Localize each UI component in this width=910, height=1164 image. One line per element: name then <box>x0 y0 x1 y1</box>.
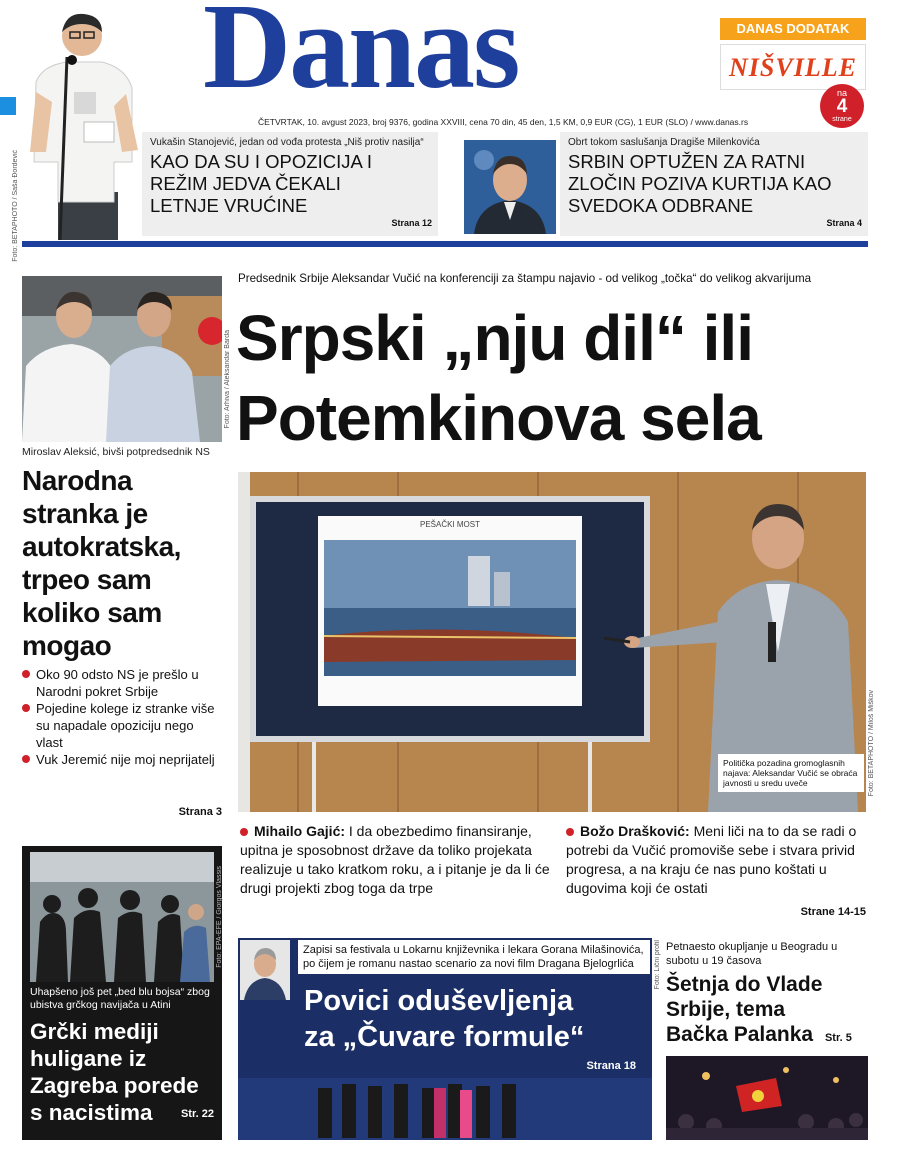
list-item: Vuk Jeremić nije moj neprijatelj <box>22 751 222 768</box>
left-headline-5: koliko sam <box>22 597 162 628</box>
top-right-headline-1: SRBIN OPTUŽEN ZA RATNI <box>568 151 806 172</box>
screen-title: PEŠAČKI MOST <box>419 520 480 529</box>
badge-number: 4 <box>836 96 848 117</box>
bottom-right-headline-3: Bačka Palanka <box>666 1023 814 1046</box>
quote-bullet-icon <box>240 828 248 836</box>
top-right-headline-2: ZLOČIN POZIVA KURTIJA KAO <box>568 173 832 194</box>
left-kicker: Miroslav Aleksić, bivši potpredsednik NS <box>22 446 210 458</box>
left-headline-6: mogao <box>22 630 112 661</box>
top-right-story[interactable] <box>560 132 868 236</box>
bottom-center-page: Strana 18 <box>586 1060 636 1072</box>
quote-bullet-icon <box>566 828 574 836</box>
top-right-page: Strana 4 <box>826 218 862 228</box>
main-photo <box>238 472 866 812</box>
bottom-left-headline-2: huligane iz <box>30 1046 147 1071</box>
bottom-center-photo-credit: Foto: Lični profil <box>654 940 661 990</box>
quote-draskovic[interactable] <box>566 822 866 898</box>
main-kicker: Predsednik Srbije Aleksandar Vučić na konferenciji za štampu najavio - od velikog „točka“ do velikog akvarijuma <box>238 272 812 285</box>
arrest-photo-credit: Foto: EPA-EFE / Giorgos Vlassis <box>216 866 223 968</box>
list-item: Pojedine kolege iz stranke više su napadale opoziciju nego vlast <box>22 700 222 751</box>
bottom-left-kicker: Uhapšeno još pet „bed blu bojsa“ zbog ubistva grčkog navijača u Atini <box>30 986 210 1011</box>
left-headline-3: autokratska, <box>22 531 181 562</box>
bottom-center-story[interactable] <box>238 938 652 1140</box>
pages-badge <box>820 84 864 128</box>
left-story[interactable] <box>22 446 222 826</box>
supplement-label[interactable]: DANAS DODATAK <box>720 18 866 40</box>
top-left-headline-1: KAO DA SU I OPOZICIJA I <box>150 151 373 172</box>
masthead-photo-credit: Foto: BETAPHOTO / Saša Đordević <box>12 150 19 262</box>
aleksic-photo <box>22 276 222 442</box>
masthead-speaker-photo <box>22 2 142 240</box>
bottom-right-headline <box>666 972 868 1051</box>
quote-right-text: Meni liči na to da se radi o potrebi da Vučić promoviše sebe i stvara privid progresa, a na kraju će nas puno koštati u dugovima koji će ostati <box>566 823 857 896</box>
top-left-kicker: Vukašin Stanojević, jedan od vođa protesta „Niš protiv nasilja“ <box>150 137 424 148</box>
main-headline-1[interactable]: Srpski „nju dil“ ili <box>236 302 753 374</box>
left-headline <box>22 464 222 662</box>
quote-left-text: I da obezbedimo finansiranje, upitna je sposobnost države da toliko projekata realizuje u tako kratkom roku, a i pitanje je da li će drugi projekti zbog toga da trpe <box>240 823 550 896</box>
masthead-rule <box>22 241 868 247</box>
quote-right-name: Božo Drašković: <box>580 823 690 839</box>
left-headline-1: Narodna <box>22 465 133 496</box>
badge-top: na <box>836 88 847 98</box>
protest-photo <box>666 1056 868 1140</box>
milasinovic-photo <box>240 940 290 1000</box>
bottom-center-kicker: Zapisi sa festivala u Lokarnu književnika i lekara Gorana Milašinovića, po čijem je romanu nastao scenario za novi film Dragana Bjelogrlića <box>298 940 650 974</box>
bottom-left-story[interactable] <box>22 846 222 1140</box>
left-headline-2: stranka je <box>22 498 148 529</box>
top-right-headline-3: SVEDOKA ODBRANE <box>568 195 754 216</box>
bottom-left-headline-3: Zagreba porede <box>30 1073 199 1098</box>
top-left-headline-3: LETNJE VRUĆINE <box>150 195 308 216</box>
main-photo-caption: Politička pozadina gromoglasnih najava: Aleksandar Vučić se obraća javnosti u sredu uveče <box>718 754 864 792</box>
bottom-right-headline-1: Šetnja do Vlade <box>666 973 823 996</box>
left-headline-4: trpeo sam <box>22 564 152 595</box>
top-left-story[interactable] <box>142 132 438 236</box>
bottom-left-page: Str. 22 <box>180 1108 214 1120</box>
arrest-photo <box>30 852 214 982</box>
masthead-logo[interactable]: Danas <box>203 0 519 114</box>
left-bullets <box>22 666 222 768</box>
bottom-right-story[interactable] <box>666 940 868 1140</box>
quote-gajic[interactable] <box>240 822 560 898</box>
bottom-center-headline-2: za „Čuvare formule“ <box>304 1021 585 1053</box>
main-headline-2[interactable]: Potemkinova sela <box>236 382 761 454</box>
edge-marker <box>0 97 16 115</box>
issue-line: ČETVRTAK, 10. avgust 2023, broj 9376, godina XXVIII, cena 70 din, 45 den, 1,5 KM, 0,9 EUR (CG), 1 EUR (SLO) / www.danas.rs <box>258 117 749 127</box>
bottom-left-headline-1: Grčki mediji <box>30 1019 159 1044</box>
supplement-name[interactable]: NIŠVILLE <box>720 44 866 90</box>
list-item: Oko 90 odsto NS je prešlo u Narodni pokret Srbije <box>22 666 222 700</box>
aleksic-photo-credit: Foto: Arhiva / Aleksandar Barda <box>224 330 231 429</box>
bottom-right-page: Str. 5 <box>824 1032 852 1044</box>
bottom-left-headline-4: s nacistima <box>30 1100 153 1125</box>
left-page: Strana 3 <box>178 806 222 818</box>
main-story-page: Strane 14-15 <box>800 906 866 918</box>
top-left-headline-2: REŽIM JEDVA ČEKALI <box>150 173 341 194</box>
badge-bottom: strane <box>832 116 852 123</box>
bottom-right-headline-2: Srbije, tema <box>666 998 786 1021</box>
quote-left-name: Mihailo Gajić: <box>254 823 346 839</box>
top-right-kicker: Obrt tokom saslušanja Dragiše Milenkovića <box>568 137 760 148</box>
main-photo-credit: Foto: BETAPHOTO / Miloš Miškov <box>868 690 875 797</box>
top-left-page: Strana 12 <box>391 218 432 228</box>
bottom-right-kicker: Petnaesto okupljanje u Beogradu u subotu u 19 časova <box>666 941 838 967</box>
bottom-center-headline-1: Povici oduševljenja <box>304 985 574 1017</box>
kurti-photo <box>464 140 556 234</box>
